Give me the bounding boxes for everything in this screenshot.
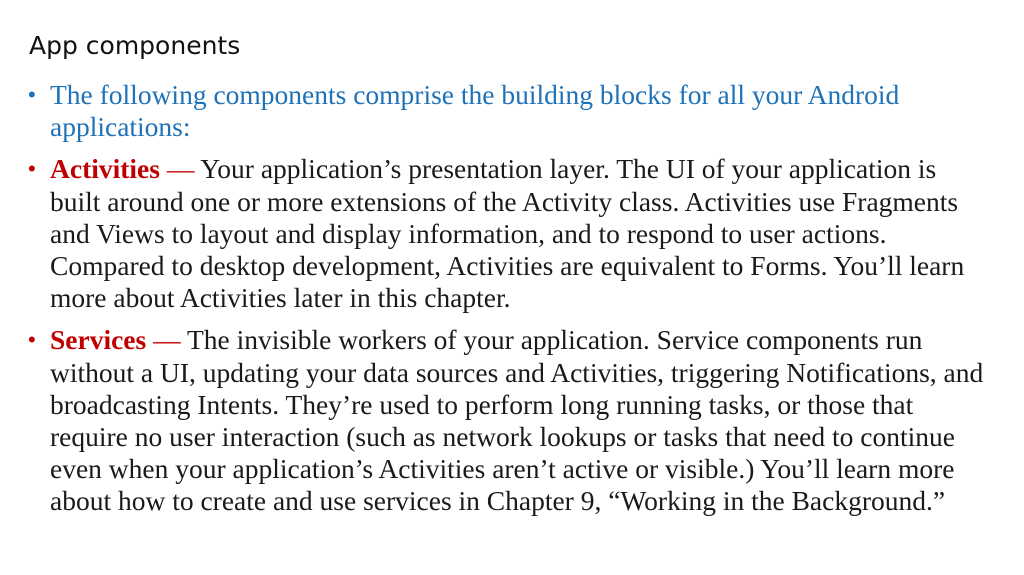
term-services: Services bbox=[50, 324, 147, 356]
bullet-item-activities bbox=[28, 153, 988, 314]
term-activities: Activities bbox=[50, 153, 160, 185]
term-dash: — bbox=[146, 324, 181, 356]
bullet-item-intro bbox=[28, 79, 988, 143]
bullet-text: The invisible workers of your application. Service components run without a UI, updating your data sources and Activities, triggering Notifications, and broadcasting Intents. They’re used to perform long running tasks, or those that require no user interaction (such as network lookups or tasks that need to continue even when your application’s Activities aren’t active or visible.) You’ll learn more about how to create and use services in Chapter 9, “Working in the Background.” bbox=[50, 324, 984, 517]
slide-title: App components bbox=[29, 31, 241, 60]
bullet-marker-icon: • bbox=[28, 327, 36, 353]
bullet-item-services bbox=[28, 324, 988, 517]
bullet-list bbox=[28, 79, 988, 518]
bullet-marker-icon: • bbox=[28, 82, 36, 107]
term-dash: — bbox=[159, 153, 195, 185]
bullet-text: The following components comprise the building blocks for all your Android applications: bbox=[50, 79, 900, 143]
bullet-marker-icon: • bbox=[28, 156, 36, 182]
bullet-text: Your application’s presentation layer. The UI of your application is built around one or more extensions of the Activity class. Activities use Fragments and Views to layout and display information, and to respond to user actions. Compared to desktop development, Activities are equivalent to Forms. You’ll learn more about Activities later in this chapter. bbox=[50, 153, 965, 314]
